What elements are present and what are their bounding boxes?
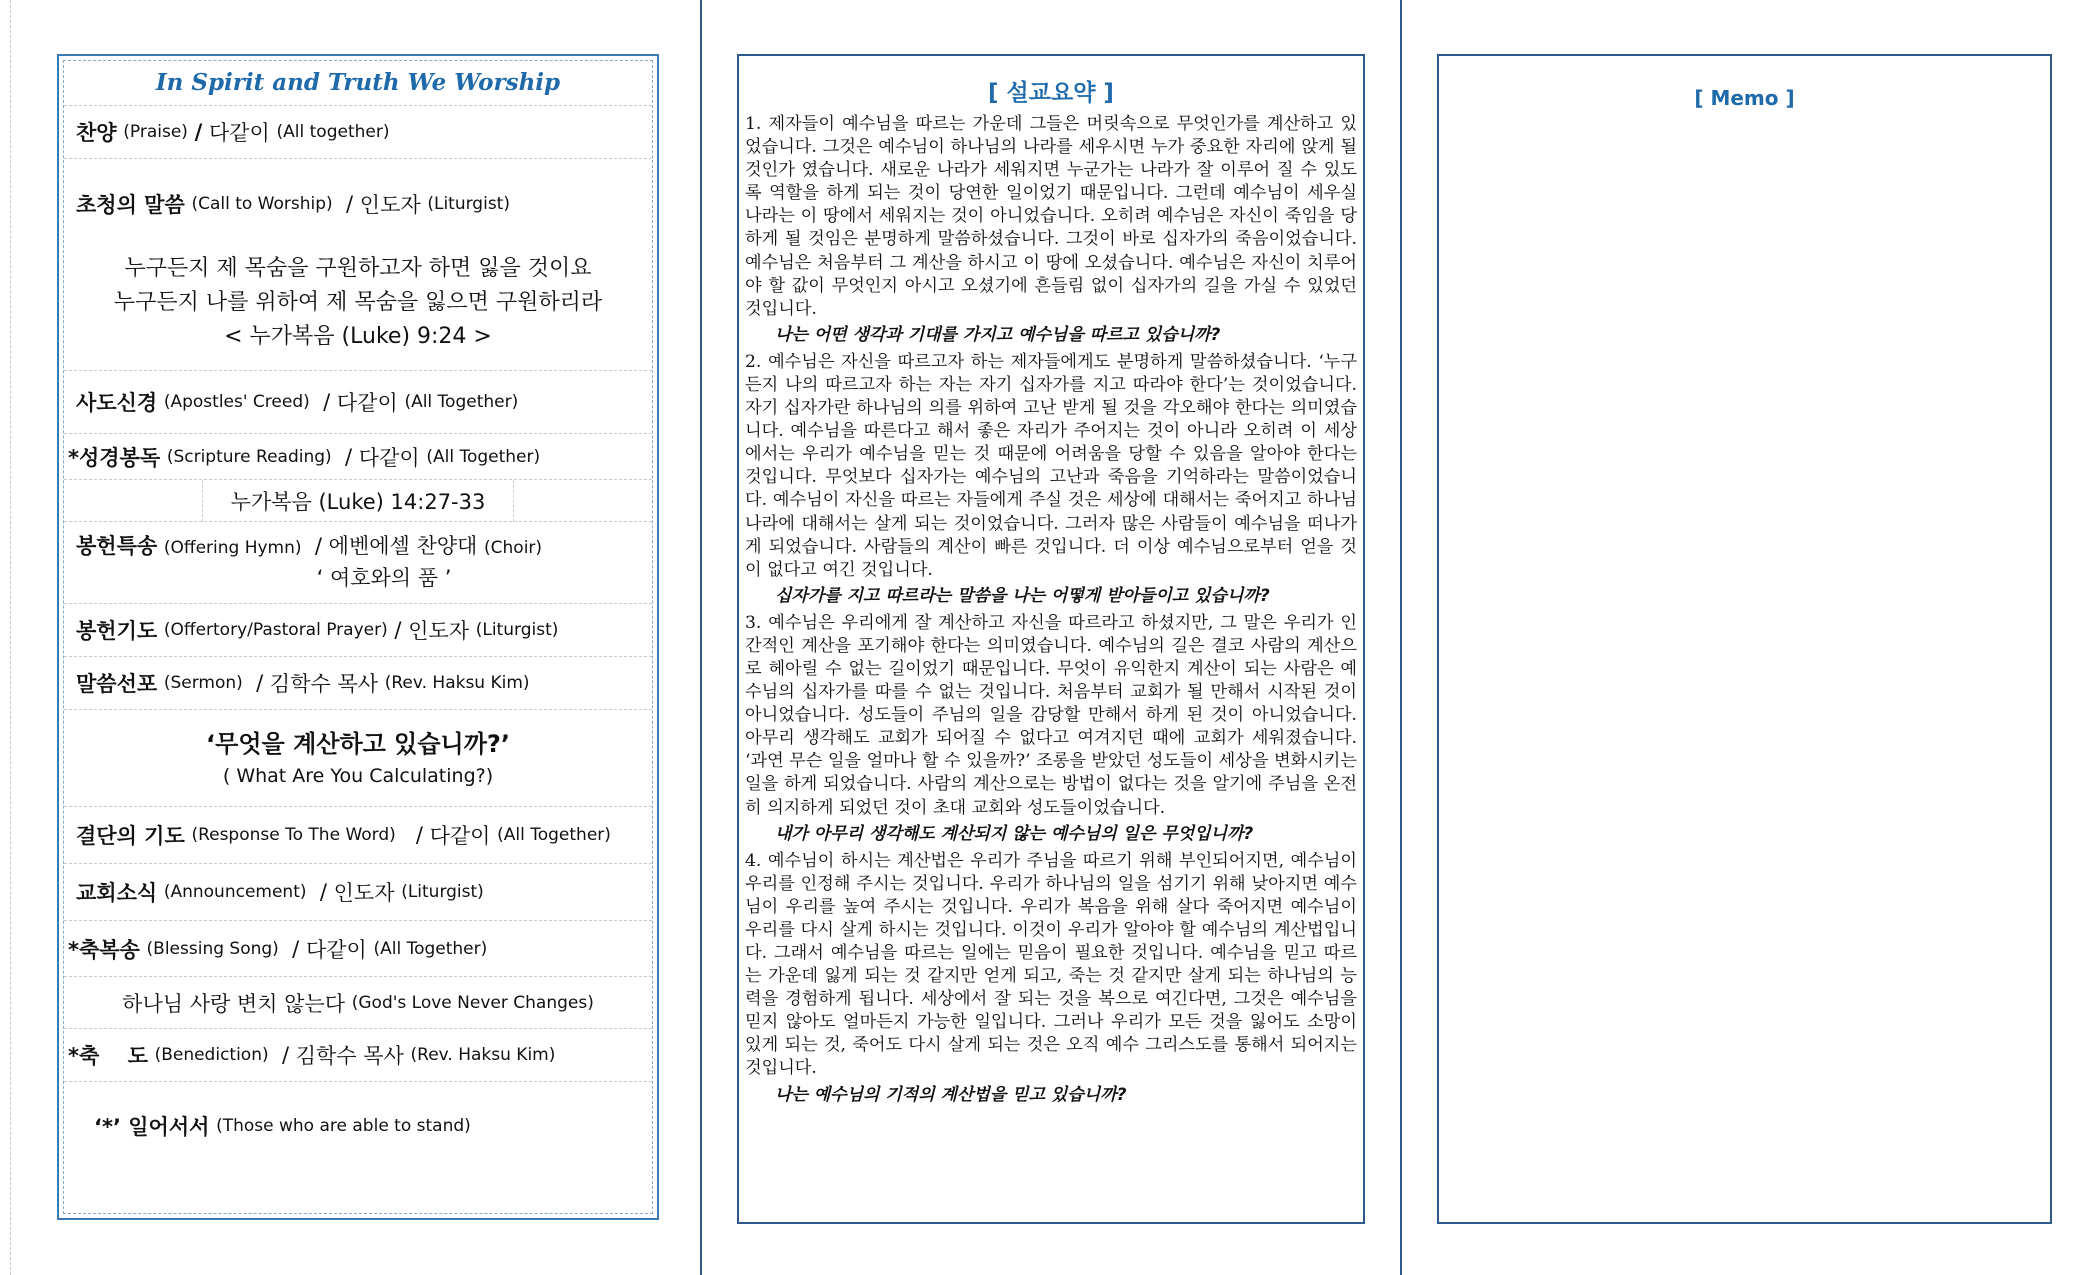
- summary-paragraph-4: 4. 예수님이 하시는 계산법은 우리가 주님을 따르기 위해 부인되어지면, 예수님이 우리를 인정해 주시는 것입니다. 우리가 하나님의 일을 섬기기 위해 낮아지면 예수님이 우리를 높여 주시는 것입니다. 우리가 복음을 위해 살다 죽어지면 예수님이 우리를 다시 살게 하시는 것입니다. 이것이 우리가 알아야 할 예수님의 계산법입니다. 그래서 예수님을 따르는 일에는 믿음이 필요한 것입니다. 예수님을 믿고 따르는 가운데 잃게 되는 것 같지만 얻게 되고, 죽는 것 같지만 살게 되는 하나님의 능력을 경험하게 됩니다. 세상에서 잘 되는 것을 복으로 여긴다면, 그것은 예수님을 믿지 않아도 얼마든지 가능한 일입니다. 그러나 우리가 모든 것을 잃어도 소망이 있게 되는 것, 죽어도 다시 살게 되는 것은 오직 예수 그리스도를 통해서 되어지는 것입니다.: [745, 850, 1357, 1079]
- offering-hymn-row: 봉헌특송 (Offering Hymn) / 에벤에셀 찬양대 (Choir) ‘ 여호와의 품 ’: [64, 521, 652, 603]
- memo-panel: [1437, 54, 2052, 1224]
- sermon-summary-title: [ 설교요약 ]: [988, 80, 1114, 106]
- scripture-reading-row: *성경봉독 (Scripture Reading) / 다같이 (All Together): [64, 433, 652, 479]
- sermon-title-block: [64, 709, 652, 806]
- fold-line-2: [1400, 0, 1402, 1275]
- left-margin-guide: [10, 0, 11, 1275]
- memo-title: [ Memo ]: [1694, 86, 1795, 110]
- call-to-worship-row: 초청의 말씀 (Call to Worship) / 인도자 (Liturgist): [64, 158, 652, 248]
- reflection-question-3: 내가 아무리 생각해도 계산되지 않는 예수님의 일은 무엇입니까?: [775, 823, 1254, 844]
- summary-paragraph-3: 3. 예수님은 우리에게 잘 계산하고 자신을 따르라고 하셨지만, 그 말은 우리가 인간적인 계산을 포기해야 한다는 의미였습니다. 예수님의 길은 결코 사람의 계산으로 헤아릴 수 없는 길이었기 때문입니다. 무엇이 유익한지 계산이 되는 사람은 예수님의 십자가를 따를 수 없는 것입니다. 처음부터 교회가 될 만해서 시작된 것이 아니었습니다. 성도들이 주님의 일을 감당할 만해서 하게 된 것이 아니었습니다. 아무리 생각해도 교회가 되어질 수 없다고 여겨지던 때에 교회가 세워졌습니다. ‘과연 무슨 일을 얼마나 할 수 있을까?’ 조롱을 받았던 성도들이 세상을 변화시키는 일을 하게 되었습니다. 사람의 계산으로는 방법이 없다는 것을 알기에 주님을 온전히 의지하게 되었던 것이 초대 교회와 성도들이었습니다.: [745, 612, 1357, 818]
- worship-title: In Spirit and Truth We Worship: [155, 69, 561, 96]
- reflection-question-4: 나는 예수님의 기적의 계산법을 믿고 있습니까?: [775, 1084, 1127, 1105]
- stand-note-row: ‘*’ 일어서서 (Those who are able to stand): [64, 1081, 652, 1169]
- benediction-row: *축 도 (Benediction) / 김학수 목사 (Rev. Haksu Kim): [64, 1028, 652, 1081]
- call-to-worship-verse: 누구든지 제 목숨을 구원하고자 하면 잃을 것이요 누구든지 나를 위하여 제 목숨을 잃으면 구원하리라 < 누가복음 (Luke) 9:24 >: [113, 256, 603, 349]
- sermon-row: 말씀선포 (Sermon) / 김학수 목사 (Rev. Haksu Kim): [64, 656, 652, 709]
- fold-line-1: [700, 0, 702, 1275]
- blessing-song-title-row: 하나님 사랑 변치 않는다 (God's Love Never Changes): [64, 976, 652, 1028]
- sermon-title: ‘무엇을 계산하고 있습니까?’: [206, 729, 510, 758]
- scripture-reference-row: [64, 479, 652, 521]
- announcement-row: 교회소식 (Announcement) / 인도자 (Liturgist): [64, 863, 652, 920]
- summary-paragraph-2: 2. 예수님은 자신을 따르고자 하는 제자들에게도 분명하게 말씀하셨습니다. ‘누구든지 나의 따르고자 하는 자는 자기 십자가를 지고 따라야 한다’는 것이었습니다. 자기 십자가란 하나님의 의를 위하여 고난 받게 될 것을 각오해야 한다는 의미였습니다. 예수님을 따른다고 해서 좋은 자리가 주어지는 것이 아니라 오히려 이 세상에서는 우리가 예수님을 믿는 것 때문에 어려움을 당할 수 있음을 알아야 한다는 것입니다. 무엇보다 십자가는 예수님의 고난과 죽음을 기억하라는 말씀이었습니다. 예수님이 자신을 따르는 자들에게 주실 것은 세상에 대해서는 죽어지고 하나님 나라에 대해서는 살게 되는 것이었습니다. 그러자 많은 사람들이 예수님을 떠나가게 되었습니다. 사람들의 계산이 빠른 것입니다. 더 이상 예수님으로부터 얻을 것이 없다고 여긴 것입니다.: [745, 351, 1357, 580]
- praise-row: 찬양 (Praise) / 다같이 (All together): [64, 105, 652, 158]
- scripture-reference: 누가복음 (Luke) 14:27-33: [202, 480, 515, 522]
- sermon-title-en: ( What Are You Calculating?): [222, 764, 494, 787]
- sermon-summary-panel: [737, 54, 1365, 1224]
- blessing-song-row: *축복송 (Blessing Song) / 다같이 (All Together): [64, 920, 652, 976]
- offertory-prayer-row: 봉헌기도 (Offertory/Pastoral Prayer) / 인도자 (Liturgist): [64, 603, 652, 656]
- summary-paragraph-1: 1. 제자들이 예수님을 따르는 가운데 그들은 머릿속으로 무엇인가를 계산하고 있었습니다. 그것은 예수님이 하나님의 나라를 세우시면 누가 중요한 자리에 앉게 될 것인가 였습니다. 새로운 나라가 세워지면 누군가는 나라가 잘 이루어 질 수 있도록 역할을 하게 되는 것이 당연한 일이었기 때문입니다. 그런데 예수님이 세우실 나라는 이 땅에서 세워지는 것이 아니었습니다. 오히려 예수님은 자신이 죽임을 당하게 될 것임은 분명하게 말씀하셨습니다. 그것이 바로 십자가의 죽음이었습니다. 예수님은 처음부터 그 계산을 하시고 이 땅에 오셨습니다. 예수님은 자신이 치루어야 할 값이 무엇인지 아시고 오셨기에 흔들림 없이 십자가의 길을 가실 수 있었던 것입니다.: [745, 114, 1357, 319]
- apostles-creed-row: 사도신경 (Apostles' Creed) / 다같이 (All Together): [64, 370, 652, 433]
- response-row: 결단의 기도 (Response To The Word) / 다같이 (All Together): [64, 806, 652, 863]
- offering-hymn-title: ‘ 여호와의 품 ’: [316, 565, 452, 590]
- order-of-worship-panel: [57, 54, 659, 1220]
- reflection-question-2: 십자가를 지고 따르라는 말씀을 나는 어떻게 받아들이고 있습니까?: [775, 585, 1270, 606]
- reflection-question-1: 나는 어떤 생각과 기대를 가지고 예수님을 따르고 있습니까?: [775, 324, 1221, 345]
